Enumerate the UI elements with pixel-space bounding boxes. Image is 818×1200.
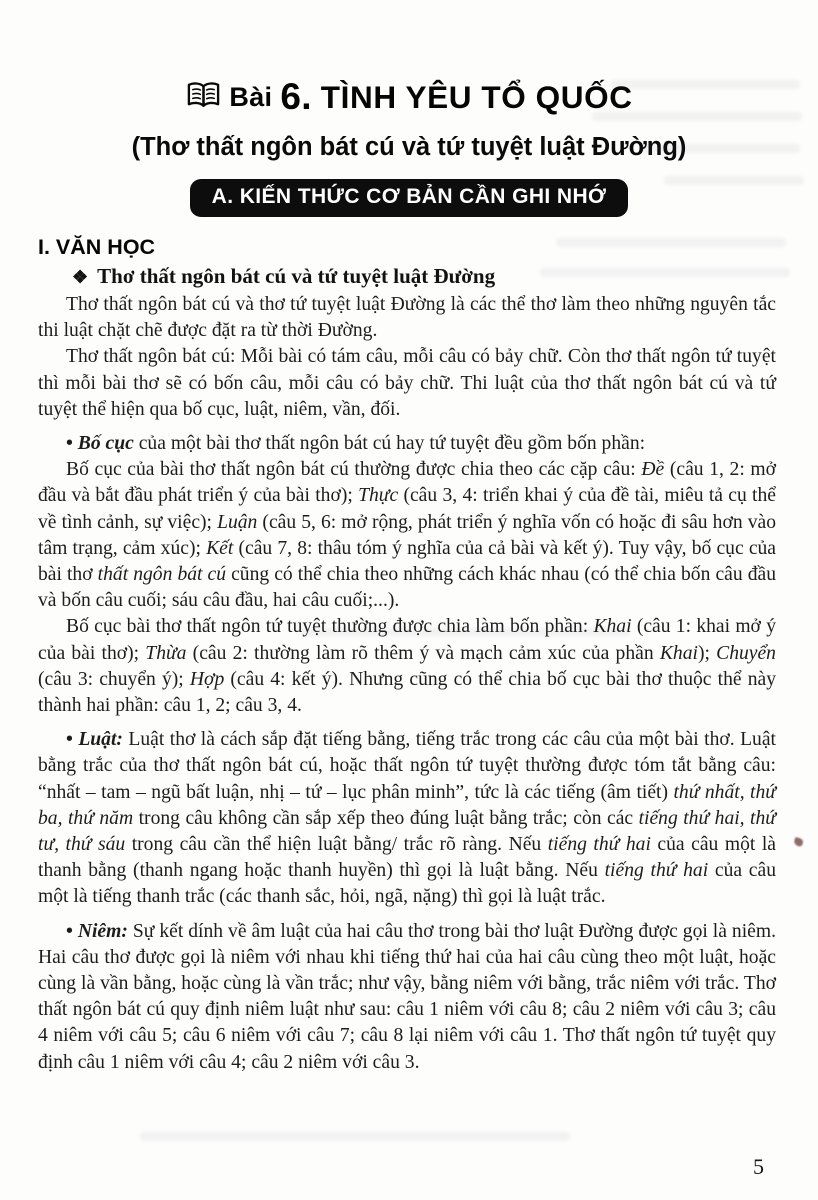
subsection-heading — [38, 264, 776, 289]
bleedthrough-mark — [140, 1132, 570, 1141]
banner-wrap — [0, 179, 818, 217]
lesson-word: Bài — [229, 81, 273, 112]
paragraph: Bố cục bài thơ thất ngôn tứ tuyệt thường được chia làm bốn phần: Khai (câu 1: khai mở ý của bài thơ); Thừa (câu 2: thường làm rõ thêm ý và mạch cảm xúc của phần Khai); Chuyển (câu 3: chuyển ý); Hợp (câu 4: kết ý). Nhưng cũng có thể chia bố cục bài thơ thuộc thể này thành hai phần: câu 1, 2; câu 3, 4. — [38, 616, 776, 717]
section-banner: A. KIẾN THỨC CƠ BẢN CẦN GHI NHỚ — [190, 179, 629, 217]
paragraph: Bố cục của bài thơ thất ngôn bát cú thường được chia theo các cặp câu: Đề (câu 1, 2: mở đầu và bắt đầu phát triển ý của bài thơ); Thực (câu 3, 4: triển khai ý của đề tài, miêu tả cụ thể về tình cảnh, sự việc); Luận (câu 5, 6: mở rộng, phát triển ý nghĩa vốn có hoặc đi sâu hơn vào tâm trạng, cảm xúc); Kết (câu 7, 8: thâu tóm ý nghĩa của cả bài và kết ý). Tuy vậy, bố cục của bài thơ thất ngôn bát cú cũng có thể chia theo những cách khác nhau (có thể chia bốn câu đầu và bốn câu cuối; sáu câu đầu, hai câu cuối;...). — [38, 459, 777, 612]
body-paragraphs — [38, 292, 776, 1076]
lesson-name: TÌNH YÊU TỔ QUỐC — [320, 78, 633, 115]
page-number: 5 — [753, 1154, 764, 1179]
bullet-paragraph: • Luật: Luật thơ là cách sắp đặt tiếng bằng, tiếng trắc trong các câu của một bài thơ. Luật bằng trắc của thơ thất ngôn bát cú, hoặc thất ngôn tứ tuyệt thường được tóm tắt bằng câu: “nhất – tam – ngũ bất luận, nhị – tứ – lục phân minh”, tức là các tiếng (âm tiết) thứ nhất, thứ ba, thứ năm trong câu không cần sắp xếp theo đúng luật bằng trắc; còn các tiếng thứ hai, thứ tư, thứ sáu trong câu cần thể hiện luật bằng/ trắc rõ ràng. Nếu tiếng thứ hai của câu một là thanh bằng (thanh ngang hoặc thanh huyền) thì gọi là luật bằng. Nếu tiếng thứ hai của câu một là tiếng thanh trắc (các thanh sắc, hỏi, ngã, nặng) thì gọi là luật trắc. — [38, 729, 776, 908]
paragraph: Thơ thất ngôn bát cú: Mỗi bài có tám câu, mỗi câu có bảy chữ. Còn thơ thất ngôn tứ tuyệt thì mỗi bài thơ sẽ có bốn câu, mỗi câu có bảy chữ. Thi luật của thơ thất ngôn bát cú và tứ tuyệt thể hiện qua bố cục, luật, niêm, vần, đối. — [38, 346, 776, 420]
lesson-title — [0, 76, 818, 118]
section-heading: I. VĂN HỌC — [38, 235, 156, 259]
bullet-paragraph: • Niêm: Sự kết dính về âm luật của hai câu thơ trong bài thơ luật Đường được gọi là niêm. Hai câu thơ được gọi là niêm với nhau khi tiếng thứ hai của hai câu cùng theo một luật, hoặc cùng là vần bằng, hoặc cùng là vần trắc; như vậy, bằng niêm với bằng, trắc niêm với trắc. Thơ thất ngôn bát cú quy định niêm luật như sau: câu 1 niêm với câu 8; câu 2 niêm với câu 3; câu 4 niêm với câu 5; câu 6 niêm với câu 7; câu 8 lại niêm với câu 1. Thơ thất ngôn tứ tuyệt quy định câu 1 niêm với câu 4; câu 2 niêm với câu 3. — [38, 920, 776, 1073]
paragraph: Thơ thất ngôn bát cú và thơ tứ tuyệt luật Đường là các thể thơ làm theo những nguyên tắc thi luật chặt chẽ được đặt ra từ thời Đường. — [38, 294, 776, 342]
lesson-subtitle: (Thơ thất ngôn bát cú và tứ tuyệt luật Đường) — [131, 133, 687, 161]
lesson-number: 6. — [280, 76, 312, 117]
page-header — [0, 0, 818, 217]
diamond-marker-icon: ❖ — [72, 267, 89, 287]
page-content — [0, 235, 818, 1076]
open-book-icon — [185, 80, 222, 110]
bullet-paragraph: • Bố cục của một bài thơ thất ngôn bát cú hay tứ tuyệt đều gồm bốn phần: — [66, 433, 646, 455]
subsection-title: Thơ thất ngôn bát cú và tứ tuyệt luật Đường — [97, 264, 496, 288]
